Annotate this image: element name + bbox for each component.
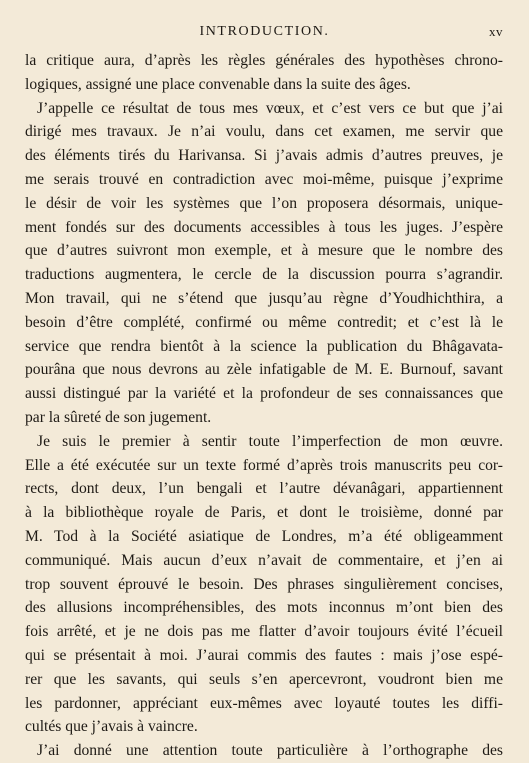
text-line: la critique aura, d’après les règles générales des hypothèses chrono-	[25, 52, 503, 69]
text-line: Je suis le premier à sentir toute l’imperfection de mon œuvre.	[37, 432, 503, 450]
text-line: Mon travail, qui ne s’étend que jusqu’au règne d’Youdhichthira, a	[25, 289, 503, 307]
text-line: des allusions incompréhensibles, des mots inconnus m’ont bien des	[25, 599, 503, 617]
text-line: cultés que j’avais à vaincre.	[25, 718, 198, 736]
text-line: J’appelle ce résultat de tous mes vœux, et c’est vers ce but que j’ai	[37, 99, 503, 117]
body-text	[25, 49, 503, 763]
running-header	[0, 24, 529, 44]
text-line: par la sûreté de son jugement.	[25, 408, 212, 426]
text-line: logiques, assigné une place convenable dans la suite des âges.	[25, 75, 411, 93]
text-line: rects, dont deux, l’un bengali et l’autre dévanâgari, appartiennent	[25, 480, 503, 498]
text-line: fois arrêté, et je ne dois pas me flatter d’avoir toujours évité l’écueil	[25, 623, 503, 641]
text-line: traductions augmentera, le cercle de la discussion pourra s’agrandir.	[25, 266, 503, 284]
text-line: le désir de voir les systèmes que l’on proposera désormais, unique-	[25, 194, 503, 212]
text-line: Elle a été exécutée sur un texte formé d’après trois manuscrits peu cor-	[25, 456, 503, 474]
text-line: M. Tod à la Société asiatique de Londres, m’a été obligeamment	[25, 527, 503, 545]
text-line: les pardonner, appréciant eux-mêmes avec loyauté toutes les diffi-	[25, 694, 503, 712]
page-number: xv	[489, 24, 503, 39]
text-line: service que rendra bientôt à la science la publication du Bhâgavata-	[25, 337, 503, 355]
text-line: ment fondés sur des documents accessibles à tous les juges. J’espère	[25, 218, 503, 236]
text-line: qui se présentait à moi. J’aurai commis des fautes : mais j’ose espé-	[25, 646, 503, 664]
text-line: des éléments tirés du Harivansa. Si j’avais admis d’autres preuves, je	[25, 147, 503, 165]
text-line: dirigé mes travaux. Je n’ai voulu, dans cet examen, me servir que	[25, 123, 503, 141]
text-line: besoin d’être complété, confirmé ou même contredit; et c’est là le	[25, 313, 503, 331]
text-line: trop souvent éprouvé le besoin. Des phrases singulièrement concises,	[25, 575, 503, 593]
text-line: communiqué. Mais aucun d’eux n’avait de commentaire, et j’en ai	[25, 551, 503, 569]
text-line: pourâna que nous devrons au zèle infatigable de M. E. Burnouf, savant	[25, 361, 503, 379]
running-title: INTRODUCTION.	[199, 24, 330, 39]
text-line: J’ai donné une attention toute particulière à l’orthographe des	[37, 742, 503, 760]
text-line: rer que les savants, qui seuls s’en apercevront, voudront bien me	[25, 670, 503, 688]
text-line: me serais trouvé en contradiction avec moi-même, puisque j’exprime	[25, 170, 503, 188]
text-line: que d’autres suivront mon exemple, et à mesure que le nombre des	[25, 242, 503, 260]
text-line: à la bibliothèque royale de Paris, et dont le troisième, donné par	[25, 504, 503, 522]
text-line: aussi distingué par la variété et la profondeur de ses connaissances que	[25, 385, 503, 403]
